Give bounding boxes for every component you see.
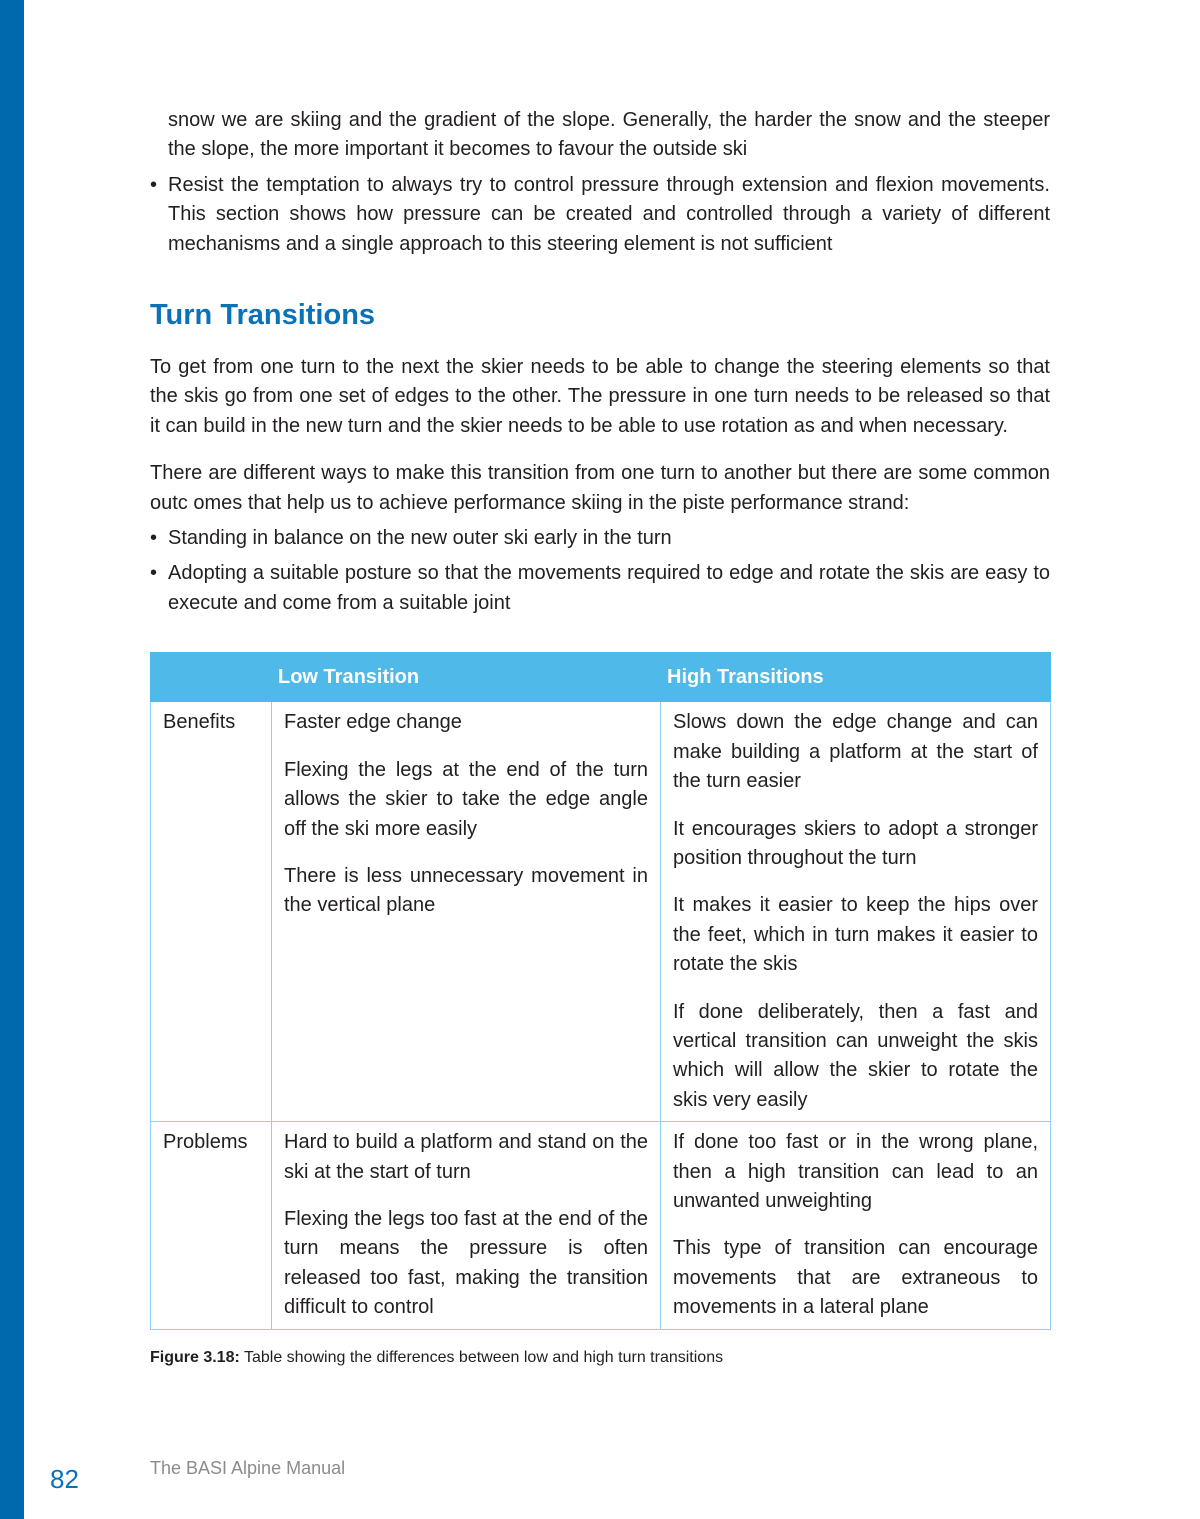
section-bullet-list bbox=[150, 524, 1050, 618]
transitions-table bbox=[150, 652, 1051, 1329]
section-title: Turn Transitions bbox=[150, 299, 376, 332]
benefits-high-item: It encourages skiers to adopt a stronger position throughout the turn bbox=[673, 817, 1038, 869]
footer-manual-title: The BASI Alpine Manual bbox=[150, 1458, 346, 1478]
figure-caption-label: Figure 3.18: bbox=[150, 1348, 240, 1366]
row-label-benefits: Benefits bbox=[151, 702, 272, 1122]
table-header-high-transitions: High Transitions bbox=[661, 653, 1051, 702]
table-header-empty bbox=[151, 653, 272, 702]
problems-low-cell bbox=[272, 1122, 661, 1329]
table-header-low-transition: Low Transition bbox=[272, 653, 661, 702]
benefits-high-cell bbox=[661, 702, 1051, 1122]
page-content bbox=[150, 106, 1050, 1368]
section-bullet-1: • Standing in balance on the new outer ski early in the turn bbox=[150, 524, 1050, 553]
benefits-high-item: If done deliberately, then a fast and vertical transition can unweight the skis which will allow the skier to rotate the skis very easily bbox=[673, 1000, 1038, 1111]
benefits-low-item: Faster edge change bbox=[284, 711, 462, 734]
problems-low-item: Flexing the legs too fast at the end of the turn means the pressure is often released too fast, making the transition difficult to control bbox=[284, 1207, 648, 1319]
problems-high-cell bbox=[661, 1122, 1051, 1329]
row-label-problems: Problems bbox=[151, 1122, 272, 1329]
page-number: 82 bbox=[50, 1464, 79, 1494]
problems-high-item: If done too fast or in the wrong plane, then a high transition can lead to an unwanted unweighting bbox=[673, 1131, 1038, 1212]
section-paragraph-1: To get from one turn to the next the skier needs to be able to change the steering elements so that the skis go from one set of edges to the other. The pressure in one turn needs to be released so that it can build in the new turn and the skier needs to be able to use rotation as and when necessary. bbox=[150, 356, 1050, 437]
intro-bullet: • Resist the temptation to always try to control pressure through extension and flexion movements. This section shows how pressure can be created and controlled through a variety of different mechanisms and a single approach to this steering element is not sufficient bbox=[150, 171, 1050, 259]
benefits-high-item: It makes it easier to keep the hips over the feet, which in turn makes it easier to rotate the skis bbox=[673, 894, 1038, 976]
benefits-low-cell bbox=[272, 702, 661, 1122]
section-paragraph-2: There are different ways to make this transition from one turn to another but there are some common outc omes that help us to achieve performance skiing in the piste performance strand: bbox=[150, 462, 1050, 514]
section-bullet-2: • Adopting a suitable posture so that the movements required to edge and rotate the skis are easy to execute and come from a suitable joint bbox=[150, 559, 1050, 618]
side-color-bar bbox=[0, 0, 24, 1519]
benefits-low-item: There is less unnecessary movement in the vertical plane bbox=[284, 864, 648, 917]
benefits-high-item: Slows down the edge change and can make building a platform at the start of the turn easier bbox=[673, 711, 1038, 793]
table-row-problems bbox=[151, 1122, 1051, 1329]
table-row-benefits bbox=[151, 702, 1051, 1122]
table-header-row bbox=[151, 653, 1051, 702]
problems-high-item: This type of transition can encourage movements that are extraneous to movements in a lateral plane bbox=[673, 1237, 1038, 1319]
benefits-low-item: Flexing the legs at the end of the turn allows the skier to take the edge angle off the ski more easily bbox=[284, 758, 648, 840]
intro-continuation: snow we are skiing and the gradient of the slope. Generally, the harder the snow and the steeper the slope, the more important it becomes to favour the outside ski bbox=[168, 109, 1050, 161]
problems-low-item: Hard to build a platform and stand on the ski at the start of turn bbox=[284, 1131, 648, 1183]
figure-caption bbox=[150, 1348, 1050, 1368]
intro-bullet-list bbox=[150, 171, 1050, 259]
figure-caption-text: Table showing the differences between low and high turn transitions bbox=[243, 1348, 724, 1366]
